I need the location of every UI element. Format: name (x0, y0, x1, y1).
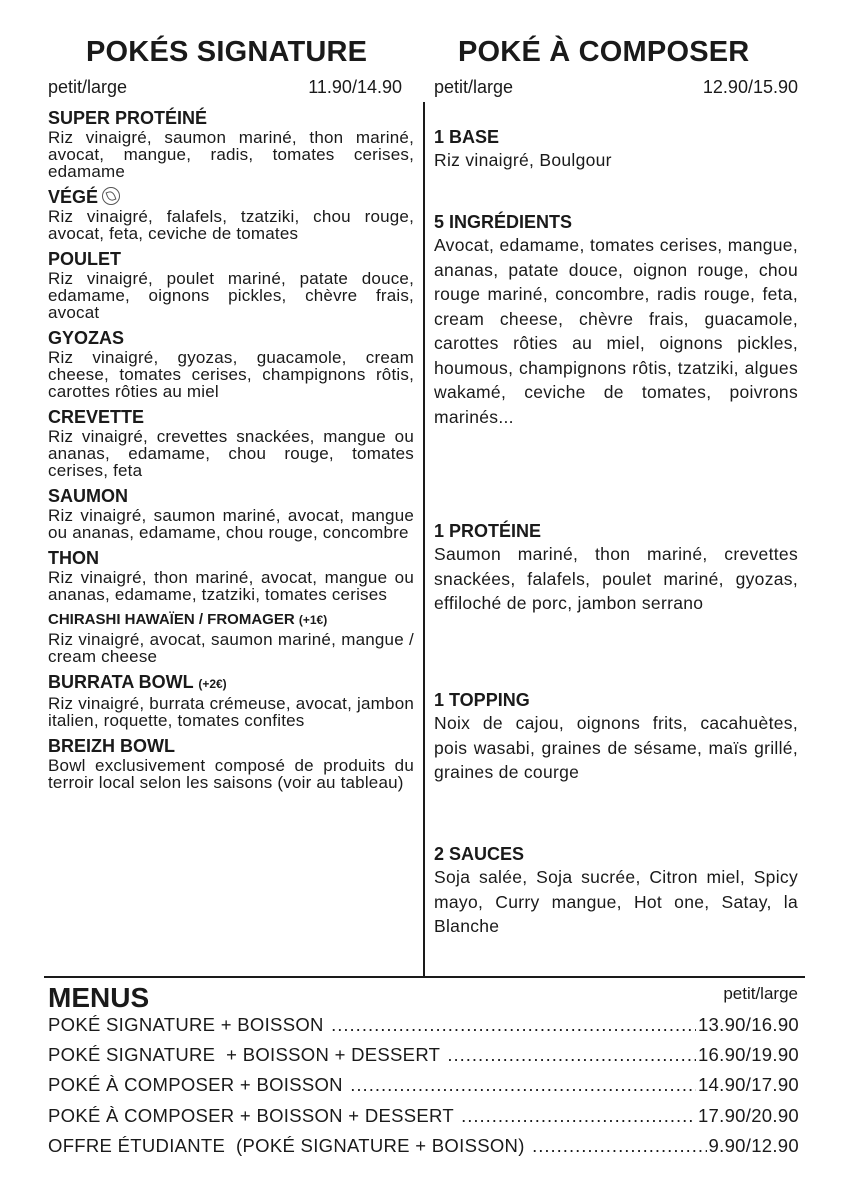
menu-dot-leader (350, 1074, 696, 1096)
compose-section-ingredients (434, 211, 798, 429)
signature-item-name-text: CREVETTE (48, 407, 145, 427)
signature-item (48, 248, 414, 321)
signature-item (48, 735, 414, 791)
signature-item-desc: Riz vinaigré, avocat, saumon mariné, mangue / cream cheese (48, 630, 414, 666)
signature-item-name-text: BURRATA BOWL (48, 672, 194, 692)
compose-section-title: 1 PROTÉINE (434, 521, 542, 541)
menus-list (48, 1014, 799, 1165)
signature-item (48, 327, 414, 400)
menu-price: 16.90/19.90 (697, 1044, 799, 1066)
compose-section-sauces (434, 843, 798, 939)
signature-item (48, 107, 414, 180)
compose-section-protein (434, 520, 798, 616)
menus-divider (44, 976, 805, 978)
compose-section-desc: Saumon mariné, thon mariné, crevettes snackées, falafels, poulet mariné, gyozas, effiloché de porc, jambon serrano (434, 544, 798, 613)
signature-title: POKÉS SIGNATURE (86, 36, 368, 68)
signature-item-name (48, 547, 414, 569)
menu-label: POKÉ À COMPOSER + BOISSON (48, 1074, 349, 1096)
signature-item-name-text: SAUMON (48, 486, 128, 506)
signature-item-desc: Riz vinaigré, thon mariné, avocat, mangue ou ananas, edamame, tzatziki, tomates cerises (48, 568, 414, 604)
compose-section-topping (434, 689, 798, 785)
signature-item-desc: Riz vinaigré, saumon mariné, thon mariné, avocat, mangue, radis, tomates cerises, edamame (48, 128, 414, 181)
signature-item (48, 186, 414, 242)
signature-item-name (48, 735, 414, 757)
menu-row (48, 1014, 799, 1044)
compose-section-title: 5 INGRÉDIENTS (434, 212, 573, 232)
signature-item-name-text: CHIRASHI HAWAÏEN / FROMAGER (48, 611, 295, 628)
signature-item-desc: Riz vinaigré, poulet mariné, patate douce, edamame, oignons pickles, chèvre frais, avocat (48, 269, 414, 322)
compose-section-desc: Riz vinaigré, Boulgour (434, 150, 612, 170)
column-divider (423, 102, 425, 976)
menu-row (48, 1135, 799, 1165)
signature-item-desc: Riz vinaigré, falafels, tzatziki, chou rouge, avocat, feta, ceviche de tomates (48, 207, 414, 243)
signature-item-name-text: VÉGÉ (48, 187, 99, 207)
menu-row (48, 1105, 799, 1135)
compose-section-desc: Soja salée, Soja sucrée, Citron miel, Spicy mayo, Curry mangue, Hot one, Satay, la Blanche (434, 867, 798, 936)
menu-label: POKÉ SIGNATURE + BOISSON + DESSERT (48, 1044, 446, 1066)
menu-price: 14.90/17.90 (697, 1074, 799, 1096)
signature-item-name-text: POULET (48, 249, 122, 269)
signature-item-name (48, 671, 414, 695)
menu-label: POKÉ SIGNATURE + BOISSON (48, 1014, 330, 1035)
signature-item-name (48, 609, 414, 631)
signature-item-desc: Bowl exclusivement composé de produits du terroir local selon les saisons (voir au tableau) (48, 756, 414, 792)
signature-item-desc: Riz vinaigré, saumon mariné, avocat, mangue ou ananas, edamame, chou rouge, concombre (48, 506, 414, 542)
menu-dot-leader (447, 1044, 696, 1066)
signature-item-surcharge: (+2€) (198, 677, 227, 691)
signature-item (48, 671, 414, 729)
compose-section-title: 1 TOPPING (434, 690, 530, 710)
compose-size-label: petit/large (434, 77, 514, 97)
signature-size-label: petit/large (48, 77, 128, 97)
signature-item (48, 406, 414, 479)
menu-dot-leader (461, 1105, 696, 1127)
signature-item-name-text: GYOZAS (48, 328, 125, 348)
menu-row (48, 1044, 799, 1074)
compose-section-desc: Noix de cajou, oignons frits, cacahuètes, pois wasabi, graines de sésame, maïs grillé, graines de courge (434, 713, 798, 782)
menu-label: POKÉ À COMPOSER + BOISSON + DESSERT (48, 1104, 460, 1126)
signature-item-name (48, 406, 414, 428)
signature-item (48, 609, 414, 665)
signature-item (48, 547, 414, 603)
compose-section-title: 2 SAUCES (434, 844, 525, 864)
signature-item-name (48, 327, 414, 349)
compose-section-desc: Avocat, edamame, tomates cerises, mangue, ananas, patate douce, oignon rouge, chou rouge mariné, concombre, radis rouge, feta, cream cheese, chèvre frais, guacamole, carottes rôties au miel, oignons pickles, houmous, champignons rôtis, tzatziki, algues wakamé, ceviche de tomates, poivrons marinés... (434, 235, 798, 427)
compose-section-title: 1 BASE (434, 127, 500, 147)
menu-price: 9.90/12.90 (708, 1134, 799, 1156)
signature-item-name (48, 186, 414, 208)
compose-title: POKÉ À COMPOSER (458, 36, 750, 68)
signature-item-desc: Riz vinaigré, crevettes snackées, mangue ou ananas, edamame, chou rouge, tomates cerises, feta (48, 427, 414, 480)
menu-dot-leader (331, 1014, 696, 1036)
signature-item (48, 485, 414, 541)
signature-list (48, 107, 414, 797)
menu-dot-leader (532, 1135, 706, 1157)
signature-item-desc: Riz vinaigré, gyozas, guacamole, cream cheese, tomates cerises, champignons rôtis, carottes rôties au miel (48, 348, 414, 401)
signature-price: 11.90/14.90 (308, 77, 402, 97)
menu-price: 13.90/16.90 (697, 1014, 799, 1035)
signature-item-name-text: THON (48, 548, 99, 568)
compose-price: 12.90/15.90 (702, 77, 798, 97)
vegetarian-leaf-icon (102, 187, 120, 205)
menu-price: 17.90/20.90 (697, 1104, 799, 1126)
menu-label: OFFRE ÉTUDIANTE (POKÉ SIGNATURE + BOISSON) (48, 1134, 531, 1156)
signature-item-name-text: BREIZH BOWL (48, 736, 175, 756)
compose-section-base (434, 126, 798, 173)
signature-item-surcharge: (+1€) (298, 613, 328, 627)
signature-item-name (48, 107, 414, 129)
menus-title: MENUS (48, 982, 150, 1013)
menu-row (48, 1074, 799, 1104)
menus-size-label: petit/large (723, 984, 798, 1003)
signature-item-name (48, 485, 414, 507)
signature-item-name (48, 248, 414, 270)
signature-item-desc: Riz vinaigré, burrata crémeuse, avocat, jambon italien, roquette, tomates confites (48, 694, 414, 730)
signature-item-name-text: SUPER PROTÉINÉ (48, 108, 208, 128)
